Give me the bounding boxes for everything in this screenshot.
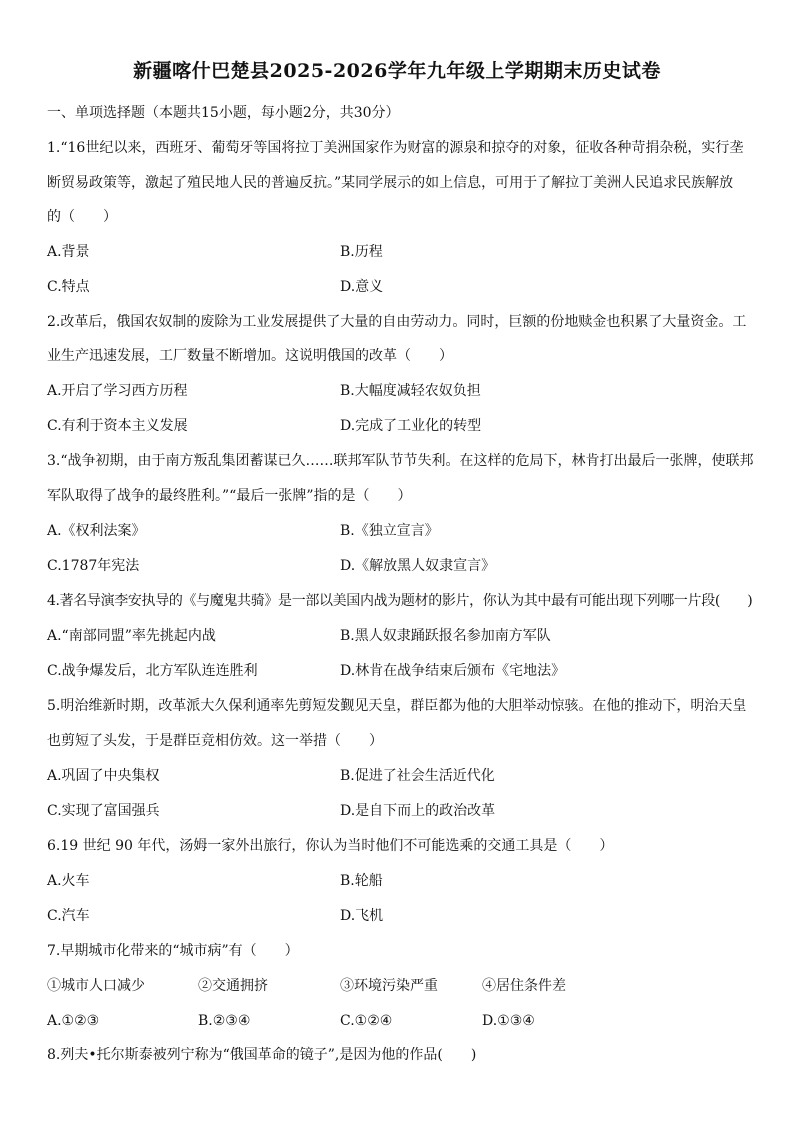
q1-option-c: C.特点 <box>47 279 90 295</box>
q3-option-d: D.《解放黑人奴隶宣言》 <box>340 558 496 574</box>
q3-option-c: C.1787年宪法 <box>47 558 140 574</box>
q1-stem-line-1: 1.“16世纪以来，西班牙、葡萄牙等国将拉丁美洲国家作为财富的源泉和掠夺的对象，征收各种苛捐杂税，实行垄 <box>47 140 744 156</box>
q3-stem-line-1: 3.“战争初期，由于南方叛乱集团蓄谋已久……联邦军队节节失利。在这样的危局下，林肯打出最后一张牌，使联邦 <box>47 453 754 469</box>
q7-option-d: D.①③④ <box>482 1013 535 1029</box>
q2-option-a: A.开启了学习西方历程 <box>47 383 188 399</box>
q2-option-d: D.完成了工业化的转型 <box>340 418 482 434</box>
q2-option-c: C.有利于资本主义发展 <box>47 418 188 434</box>
q7-item-1: ①城市人口减少 <box>47 978 145 994</box>
q4-option-c: C.战争爆发后，北方军队连连胜利 <box>47 663 258 679</box>
exam-title: 新疆喀什巴楚县2025-2026学年九年级上学期期末历史试卷 <box>133 60 661 82</box>
q4-option-d: D.林肯在战争结束后颁布《宅地法》 <box>340 663 566 679</box>
q7-option-c: C.①②④ <box>340 1013 393 1029</box>
q4-option-b: B.黑人奴隶踊跃报名参加南方军队 <box>340 628 551 644</box>
q5-option-a: A.巩固了中央集权 <box>47 768 160 784</box>
q5-option-b: B.促进了社会生活近代化 <box>340 768 495 784</box>
q7-option-b: B.②③④ <box>198 1013 251 1029</box>
q5-option-d: D.是自下而上的政治改革 <box>340 803 496 819</box>
q6-option-a: A.火车 <box>47 873 90 889</box>
q5-stem-line-1: 5.明治维新时期，改革派大久保利通率先剪短发觐见天皇，群臣都为他的大胆举动惊骇。在他的推动下，明治天皇 <box>47 698 747 714</box>
q2-option-b: B.大幅度减轻农奴负担 <box>340 383 481 399</box>
q2-stem-line-1: 2.改革后，俄国农奴制的废除为工业发展提供了大量的自由劳动力。同时，巨额的份地赎金也积累了大量资金。工 <box>47 314 747 330</box>
q1-option-a: A.背景 <box>47 244 90 260</box>
q3-option-a: A.《权利法案》 <box>47 523 146 539</box>
q8-stem-line-1: 8.列夫•托尔斯泰被列宁称为“俄国革命的镜子”,是因为他的作品( ) <box>47 1047 477 1063</box>
q6-option-b: B.轮船 <box>340 873 383 889</box>
q6-stem-line-1: 6.19 世纪 90 年代，汤姆一家外出旅行，你认为当时他们不可能选乘的交通工具是（ ） <box>47 838 614 854</box>
q7-item-4: ④居住条件差 <box>482 978 566 994</box>
q4-option-a: A.“南部同盟”率先挑起内战 <box>47 628 216 644</box>
section-heading: 一、单项选择题（本题共15小题，每小题2分，共30分） <box>47 105 400 121</box>
q7-item-2: ②交通拥挤 <box>198 978 268 994</box>
q2-stem-line-2: 业生产迅速发展，工厂数量不断增加。这说明俄国的改革（ ） <box>47 348 453 364</box>
q3-stem-line-2: 军队取得了战争的最终胜利。”“最后一张牌”指的是（ ） <box>47 488 412 504</box>
q7-item-3: ③环境污染严重 <box>340 978 438 994</box>
q1-stem-line-3: 的（ ） <box>47 209 117 225</box>
q1-stem-line-2: 断贸易政策等，激起了殖民地人民的普遍反抗。”某同学展示的如上信息，可用于了解拉丁美洲人民追求民族解放 <box>47 175 734 191</box>
q1-option-b: B.历程 <box>340 244 383 260</box>
q3-option-b: B.《独立宣言》 <box>340 523 439 539</box>
q5-option-c: C.实现了富国强兵 <box>47 803 160 819</box>
q4-stem-line-1: 4.著名导演李安执导的《与魔鬼共骑》是一部以美国内战为题材的影片，你认为其中最有可能出现下列哪一片段( ) <box>47 593 753 609</box>
q7-stem-line-1: 7.早期城市化带来的“城市病”有（ ） <box>47 943 299 959</box>
q6-option-c: C.汽车 <box>47 908 90 924</box>
q5-stem-line-2: 也剪短了头发，于是群臣竞相仿效。这一举措（ ） <box>47 733 383 749</box>
q1-option-d: D.意义 <box>340 279 384 295</box>
q6-option-d: D.飞机 <box>340 908 384 924</box>
q7-option-a: A.①②③ <box>47 1013 100 1029</box>
